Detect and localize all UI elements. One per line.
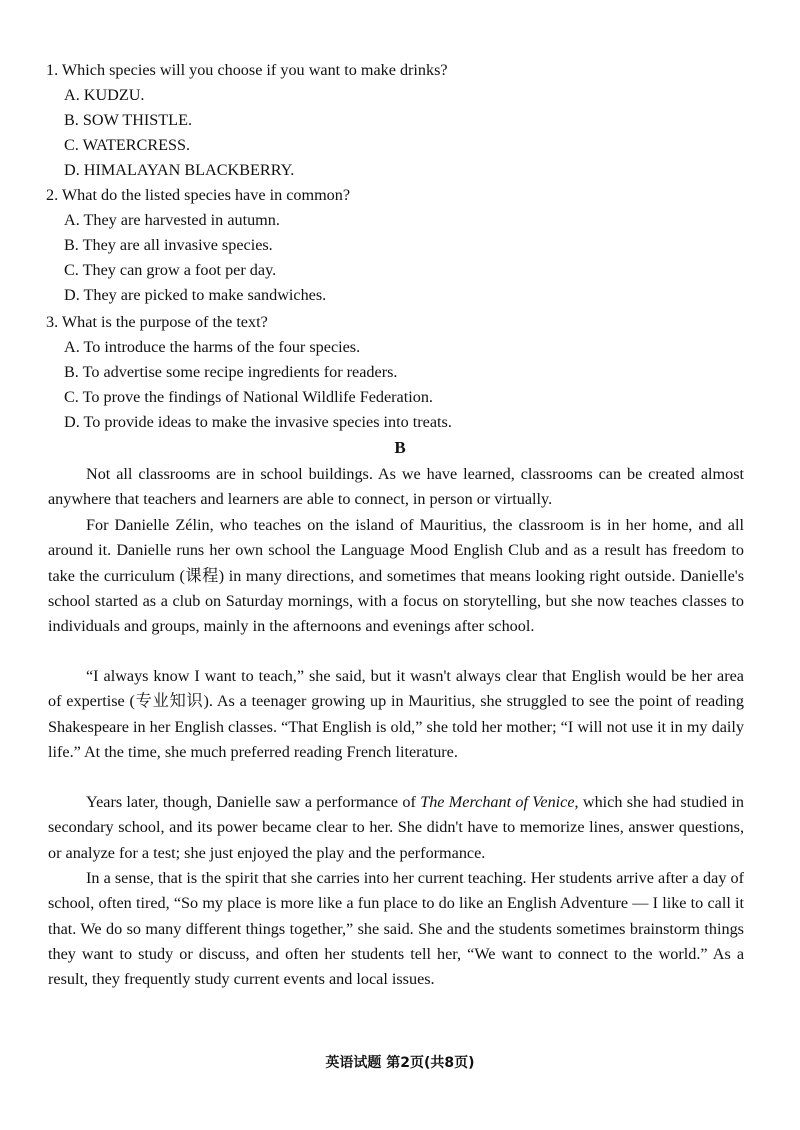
question-1-option-b: B. SOW THISTLE. [64, 111, 193, 129]
question-2-option-a: A. They are harvested in autumn. [64, 211, 280, 229]
passage-paragraph-5: In a sense, that is the spirit that she carries into her current teaching. Her students arrive after a day of school, often tired, “So my place is more like a fun place to do like an English Adventure — I like to call it that. We do so many different things together,” she said. She and the students sometimes brainstorm things they want to study or discuss, and often her students tell her, “We want to connect to the world.” As a result, they frequently study current events and local issues. [48, 869, 744, 989]
question-3-option-a: A. To introduce the harms of the four species. [64, 338, 361, 356]
question-2-stem: 2. What do the listed species have in common? [46, 186, 351, 204]
question-3-option-d: D. To provide ideas to make the invasive species into treats. [64, 413, 452, 431]
passage-paragraph-3: “I always know I want to teach,” she said, but it wasn't always clear that English would be her area of expertise (专业知识). As a teenager growing up in Mauritius, she struggled to see the point of reading Shakespeare in her English classes. “That English is old,” she told her mother; “I will not use it in my daily life.” At the time, she much preferred reading French literature. [48, 667, 744, 761]
question-1-stem: 1. Which species will you choose if you want to make drinks? [46, 61, 448, 79]
paragraph-4-text-start: Years later, though, Danielle saw a performance of [86, 793, 421, 811]
question-1-option-c: C. WATERCRESS. [64, 136, 191, 154]
section-heading: B [394, 438, 406, 457]
passage-paragraph-2: For Danielle Zélin, who teaches on the island of Mauritius, the classroom is in her home, and all around it. Danielle runs her own school the Language Mood English Club and as a result has freedom to take the curriculum (课程) in many directions, and sometimes that means looking right outside. Danielle's school started as a club on Saturday mornings, with a focus on storytelling, but she now teaches classes to individuals and groups, mainly in the afternoons and evenings after school. [48, 516, 744, 636]
question-3-option-c: C. To prove the findings of National Wildlife Federation. [64, 388, 433, 406]
page-footer: 英语试题 第2页(共8页) [325, 1055, 475, 1071]
question-3-option-b: B. To advertise some recipe ingredients for readers. [64, 363, 398, 381]
paragraph-4-text-end: , which she had studied in secondary school, and its power became clear to her. She didn't have to memorize lines, answer questions, or analyze for a test; she just enjoyed the play and the performance. [48, 793, 744, 862]
play-title: The Merchant of Venice [420, 793, 575, 811]
passage-paragraph-4 [48, 790, 744, 866]
question-1-option-a: A. KUDZU. [64, 86, 145, 104]
question-2-option-c: C. They can grow a foot per day. [64, 261, 277, 279]
question-2-option-b: B. They are all invasive species. [64, 236, 273, 254]
passage-paragraph-1: Not all classrooms are in school buildings. As we have learned, classrooms can be created almost anywhere that teachers and learners are able to connect, in person or virtually. [48, 465, 744, 509]
question-3-stem: 3. What is the purpose of the text? [46, 313, 268, 331]
question-2-option-d: D. They are picked to make sandwiches. [64, 286, 327, 304]
question-1-option-d: D. HIMALAYAN BLACKBERRY. [64, 161, 295, 179]
